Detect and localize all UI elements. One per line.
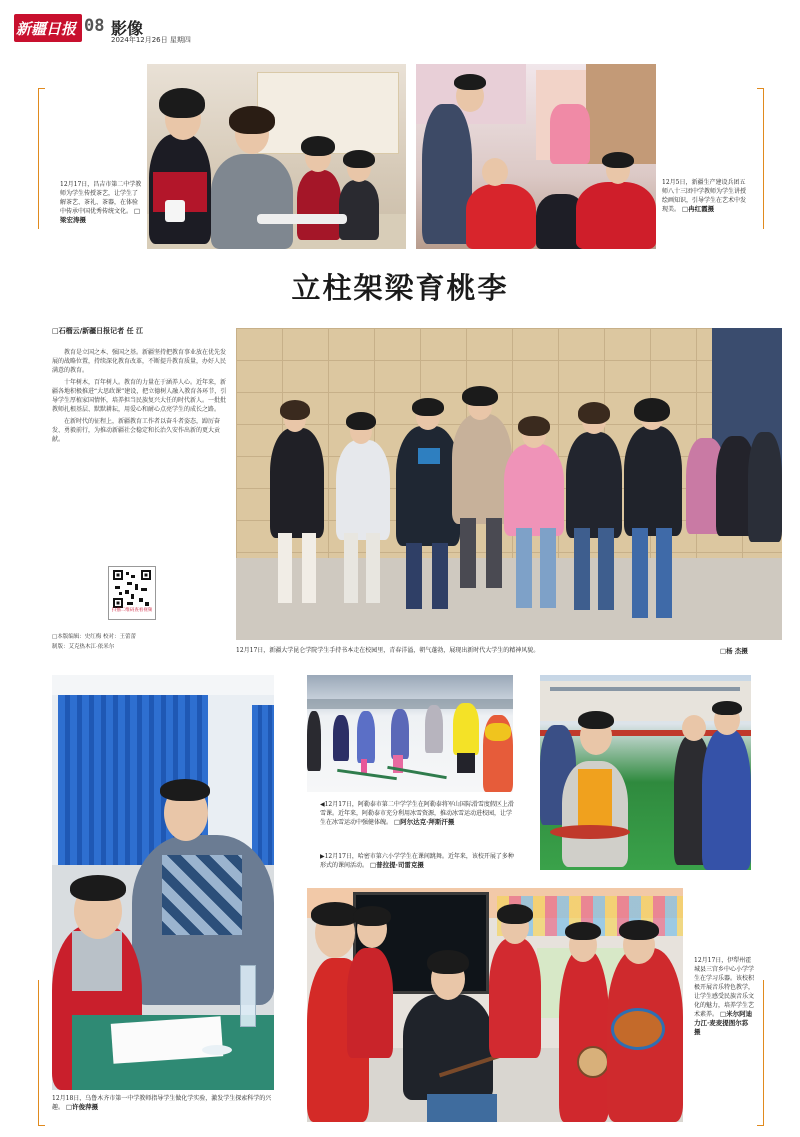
editor-line: □本版编辑：史红梅 校对：王蕾蕾 — [52, 634, 136, 640]
qr-code[interactable] — [108, 566, 156, 620]
tea-caption-credit: □梁宏涛摄 — [60, 207, 141, 224]
science-caption-text: 12月18日，乌鲁木齐市第一中学教师指导学生做化学实验，激发学生探索科学的兴趣。 — [52, 1095, 272, 1111]
left-bracket-bottom — [38, 980, 45, 1126]
art-caption-block — [662, 178, 746, 214]
page-number: 08 — [84, 16, 105, 36]
art-caption-text: 12月5日，新疆生产建设兵团五师八十三团中学教师为学生讲授绘画知识，引导学生在艺术中发现美。 — [662, 179, 747, 213]
photo-tea-class — [147, 64, 406, 249]
photo-science-class — [52, 675, 274, 1090]
tea-caption-text: 12月17日，昌吉市第二中学教师为学生传授茶艺，让学生了解茶艺、茶礼、茶器，在体验中传承中国优秀传统文化。 — [60, 181, 142, 215]
qr-code-icon — [113, 570, 151, 608]
newspaper-logo — [14, 14, 82, 42]
science-caption-credit: □许俊萍摄 — [65, 1103, 99, 1111]
music-caption — [694, 956, 754, 1037]
main-photo-caption — [236, 646, 746, 655]
skiing-caption-credit: □阿尔达克·拜斯汗摄 — [393, 818, 455, 826]
article-byline: □石榴云/新疆日报记者 任 江 — [52, 327, 144, 335]
masthead — [14, 14, 786, 46]
dance-caption-text: ▶12月17日，哈密市第六小学学生在课间跳舞。近年来，该校开展了多种形式的课间活动。 — [320, 853, 514, 869]
skiing-caption-text: ◀12月17日，阿勒泰市第二中学学生在阿勒泰将军山国际滑雪度假区上滑雪课。近年来，阿勒泰市充分利用冰雪资源，推动冰雪运动进校园，让学生在冰雪运动中强健体魄。 — [320, 801, 514, 826]
section-title: 影像 — [111, 19, 144, 38]
art-caption-credit: □冉红霞摄 — [681, 205, 715, 213]
right-bracket-bottom — [757, 980, 764, 1126]
photo-dance — [540, 675, 751, 870]
music-caption-text: 12月17日，伊犁州霍城县三宫乡中心小学学生在学习乐器。该校积极开展音乐特色教学，让学生感受民族音乐文化的魅力，培养学生艺术素养。 — [694, 957, 755, 1018]
article-paragraph: 在新时代的征程上，新疆教育工作者以奋斗者姿态，踔厉奋发、勇毅前行，为推动新疆社会稳定和长治久安作出新的更大贡献。 — [52, 418, 221, 443]
dance-caption — [320, 852, 516, 870]
article — [52, 326, 230, 444]
right-bracket-top — [757, 88, 764, 229]
article-paragraph: 教育是立国之本、强国之基。新疆坚持把教育事业放在优先发展的战略位置，持续深化教育改革，不断提升教育质量，办好人民满意的教育。 — [52, 349, 227, 374]
photo-skiing — [307, 675, 513, 792]
newspaper-logo-text: 新疆日报 — [16, 20, 77, 38]
headline: 立柱架梁育桃李 — [291, 271, 509, 305]
article-paragraph: 十年树木，百年树人。教育的力量在于涵养人心。近年来，新疆各地积极推进“大思政课”建设，把立德树人融入教育各环节，引导学生厚植家国情怀，培养担当民族复兴大任的时代新人。一批批教师扎根基层、默默耕耘，用爱心和耐心点亮学生的成长之路。 — [52, 379, 227, 413]
editor-line: 制版：艾克热木江·依米尔 — [52, 644, 115, 650]
photo-students-walking — [236, 328, 782, 640]
main-photo-caption-text: 12月17日，新疆大学昆仑学院学生手持书本走在校园里，青春洋溢，朝气蓬勃，展现出新时代大学生的精神风貌。 — [236, 647, 540, 654]
left-bracket-top — [38, 88, 45, 229]
tea-caption-block — [60, 180, 142, 225]
skiing-caption — [320, 800, 516, 827]
qr-caption: 扫描二维码查看视频 — [111, 608, 153, 613]
main-photo-credit: □杨 杰摄 — [720, 647, 748, 655]
music-caption-credit: □米尔阿迪力江·麦麦提图尔荪摄 — [694, 1010, 753, 1036]
tea-photo-caption — [207, 194, 297, 249]
photo-music-class — [307, 888, 683, 1122]
dance-caption-credit: □普拉提·司雷克摄 — [369, 861, 424, 869]
photo-art-class — [416, 64, 656, 249]
date-line: 2024年12月26日 星期四 — [111, 36, 191, 44]
science-caption — [52, 1094, 274, 1112]
